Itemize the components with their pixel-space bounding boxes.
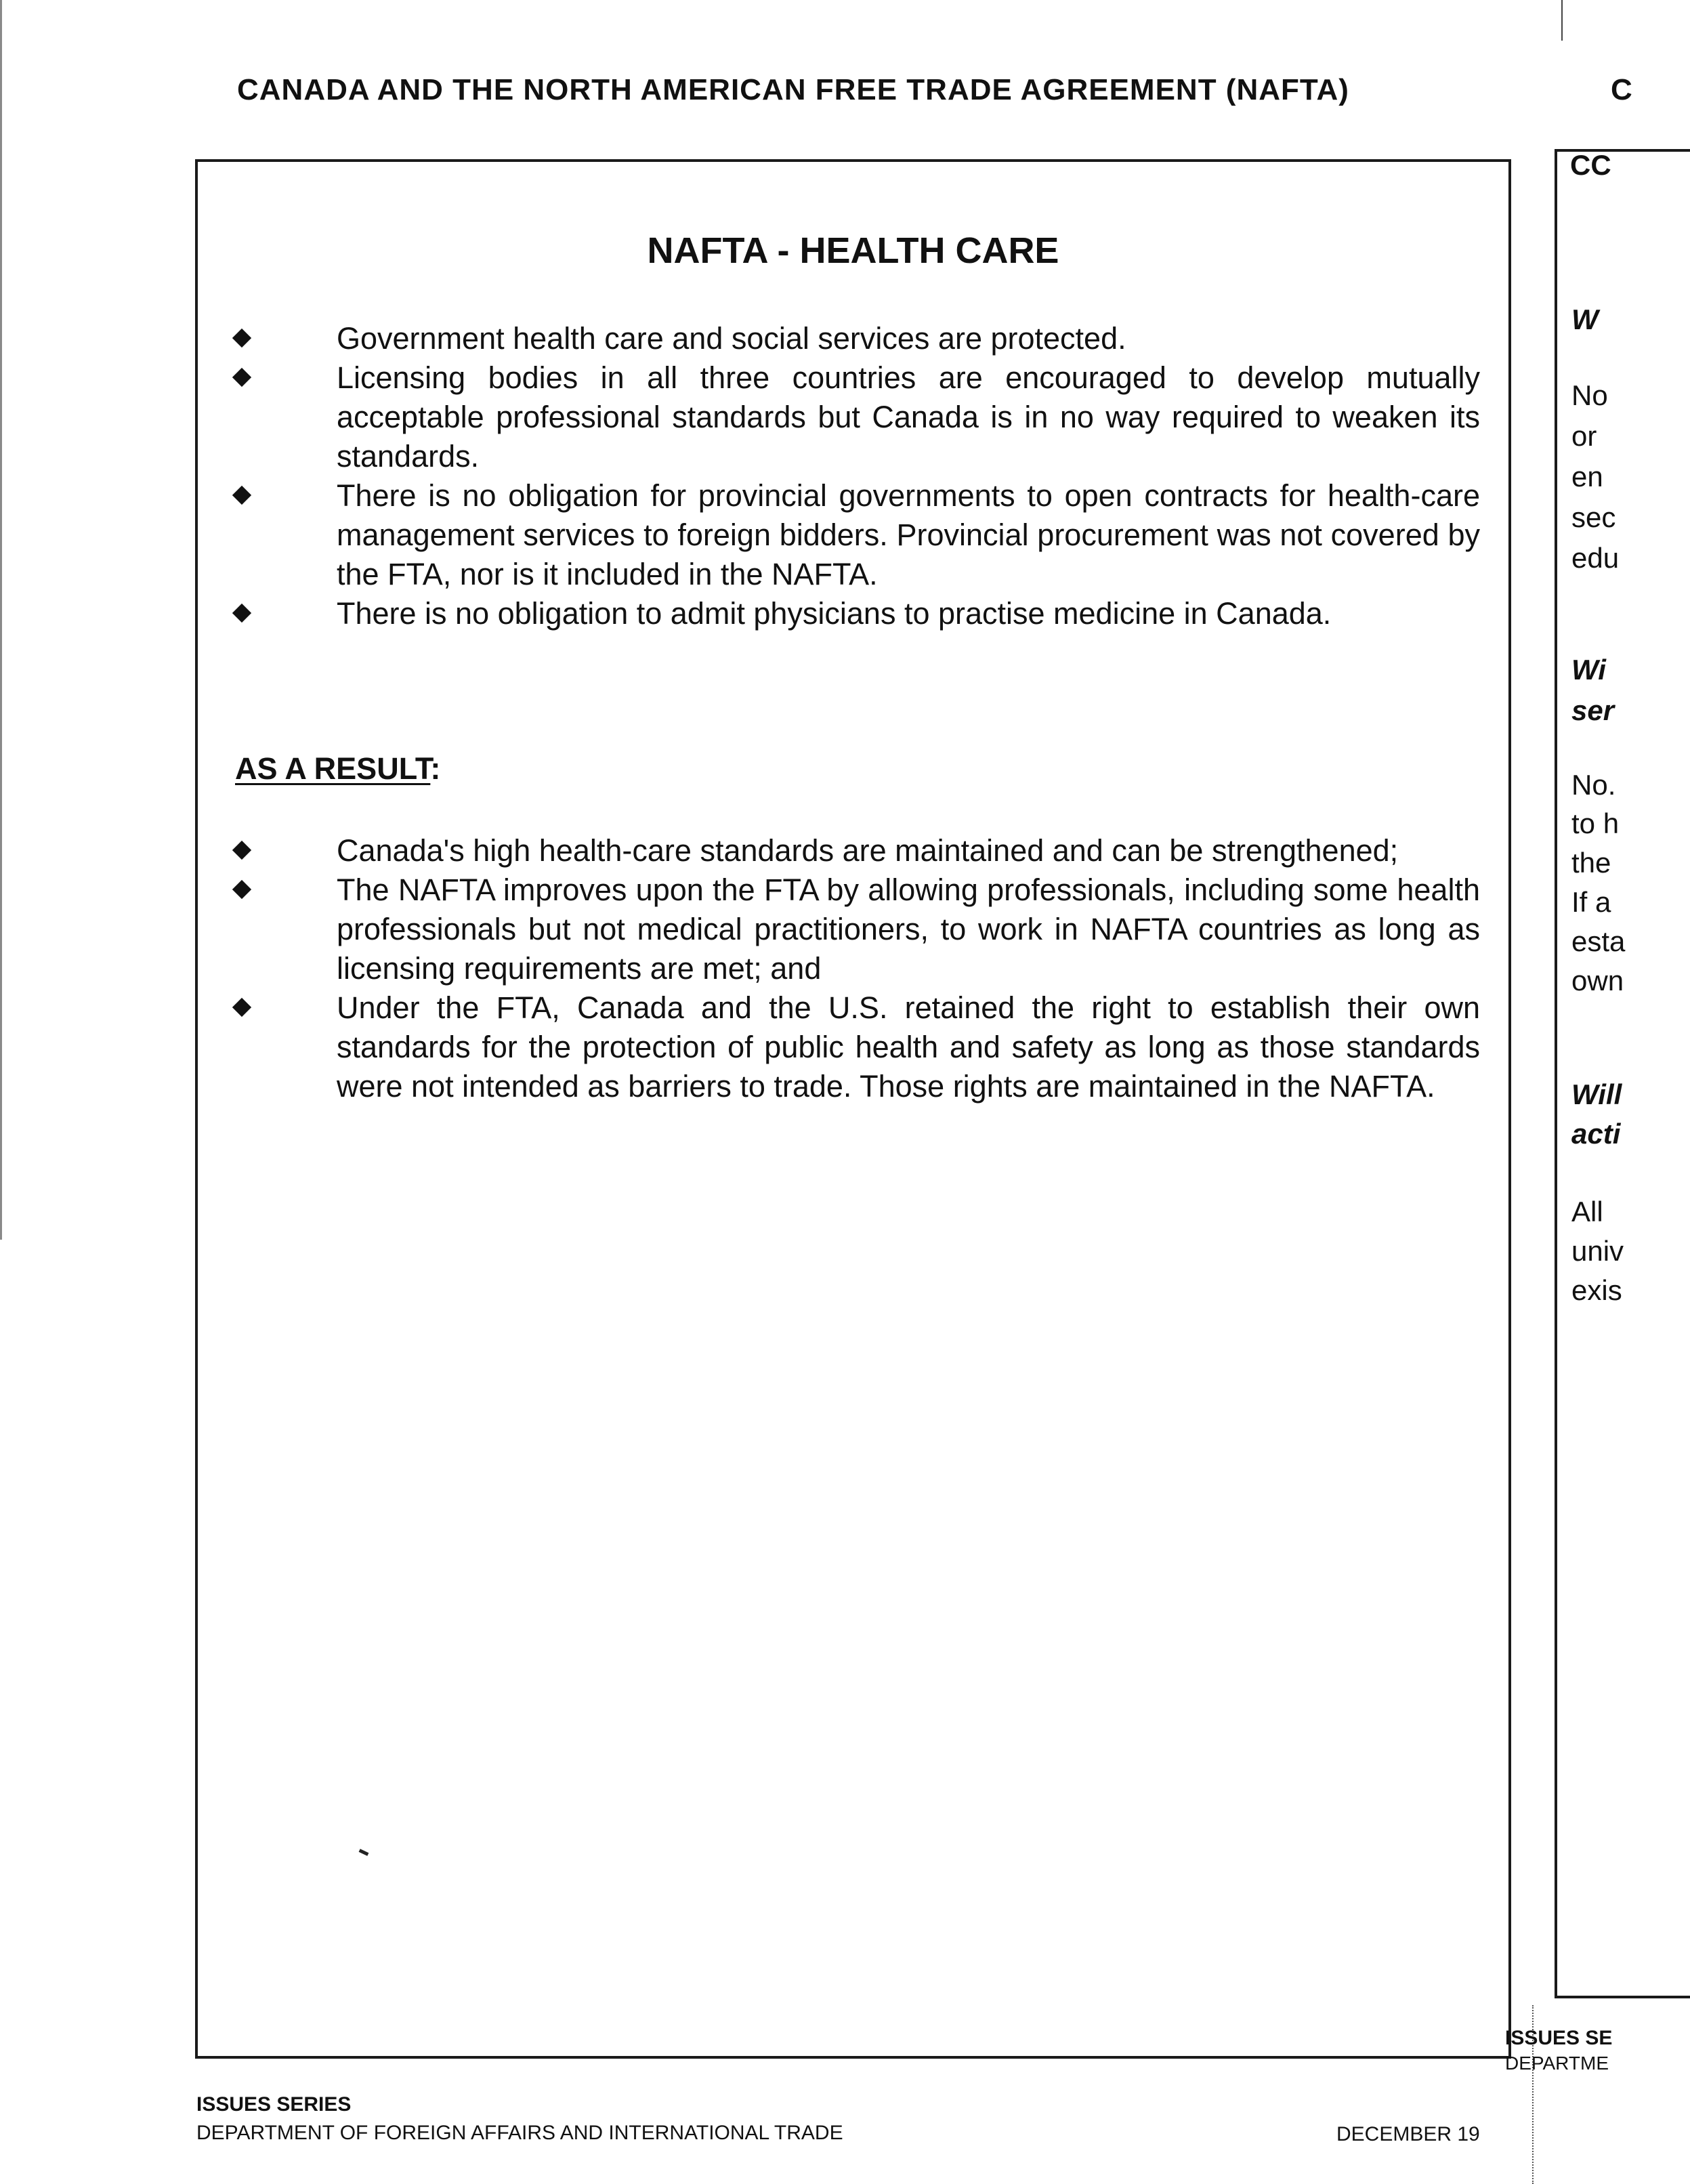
adjacent-footer-series: ISSUES SE [1505, 2027, 1613, 2049]
list-item-text: There is no obligation to admit physicians to practise medicine in Canada. [337, 596, 1332, 631]
list-item [235, 870, 1480, 988]
list-item-text: Under the FTA, Canada and the U.S. retained the right to establish their own standards for the protection of public health and safety as long as those standards were not intended as barriers to trade. Those rights are maintained in the NAFTA. [337, 990, 1480, 1104]
page-header: CANADA AND THE NORTH AMERICAN FREE TRADE AGREEMENT (NAFTA) [237, 73, 1349, 106]
fragment-line: or [1571, 420, 1597, 452]
fragment-line: exis [1571, 1274, 1622, 1306]
result-heading [235, 751, 440, 786]
fragment-line: If a [1571, 886, 1611, 918]
diamond-bullet-icon [232, 880, 251, 899]
adjacent-footer-department: DEPARTME [1505, 2053, 1609, 2074]
fragment-line: univ [1571, 1235, 1624, 1267]
diamond-bullet-icon [232, 998, 251, 1017]
list-item [235, 988, 1480, 1106]
list-item-text: Licensing bodies in all three countries are encouraged to develop mutually acceptable professional standards but Canada is in no way required to weaken its standards. [337, 360, 1480, 474]
result-heading-label: AS A RESULT [235, 751, 431, 786]
adjacent-page-fragment [1504, 0, 1626, 2184]
result-heading-colon: : [430, 751, 441, 786]
footer-department: DEPARTMENT OF FOREIGN AFFAIRS AND INTERNATIONAL TRADE [196, 2122, 843, 2144]
list-item-text: Canada's high health-care standards are maintained and can be strengthened; [337, 833, 1399, 868]
list-item-text: Government health care and social services are protected. [337, 321, 1126, 356]
list-item-text: The NAFTA improves upon the FTA by allowing professionals, including some health professionals but not medical practitioners, to work in NAFTA countries as long as licensing requirements are met; and [337, 873, 1480, 986]
list-item [235, 594, 1480, 633]
fragment-line: own [1571, 965, 1624, 996]
scan-edge [0, 0, 2, 1240]
provisions-list [235, 319, 1480, 633]
diamond-bullet-icon [232, 368, 251, 387]
fragment-line: the [1571, 847, 1611, 879]
fragment-line: sec [1571, 501, 1616, 533]
health-care-box [195, 159, 1511, 2059]
list-item [235, 319, 1480, 358]
fragment-line: esta [1571, 925, 1626, 957]
fragment-line: ser [1571, 694, 1615, 726]
box-title: NAFTA - HEALTH CARE [647, 230, 1059, 271]
fragment-line: Will [1571, 1078, 1622, 1110]
diamond-bullet-icon [232, 486, 251, 505]
fragment-line: Wi [1571, 654, 1606, 686]
fragment-line: CC [1570, 149, 1611, 181]
results-list [235, 831, 1480, 1106]
footer-series: ISSUES SERIES [196, 2093, 352, 2116]
footer-date: DECEMBER 19 [1336, 2123, 1480, 2145]
list-item [235, 358, 1480, 476]
list-item [235, 476, 1480, 594]
fragment-line: to h [1571, 807, 1620, 839]
fragment-line: All [1571, 1196, 1603, 1227]
fragment-line: acti [1571, 1118, 1621, 1150]
right-page-header-fragment: C [1611, 73, 1632, 106]
fragment-line: No. [1571, 769, 1616, 801]
fragment-line: en [1571, 461, 1603, 492]
fragment-line: No [1571, 379, 1608, 411]
fragment-line: edu [1571, 542, 1620, 574]
fragment-line: W [1571, 303, 1599, 335]
adjacent-page-rule [1561, 0, 1563, 41]
list-item-text: There is no obligation for provincial governments to open contracts for health-care management services to foreign bidders. Provincial procurement was not covered by the FTA, nor is it included in the NAFTA. [337, 478, 1480, 591]
diamond-bullet-icon [232, 604, 251, 623]
diamond-bullet-icon [232, 841, 251, 860]
list-item [235, 831, 1480, 870]
diamond-bullet-icon [232, 329, 251, 348]
